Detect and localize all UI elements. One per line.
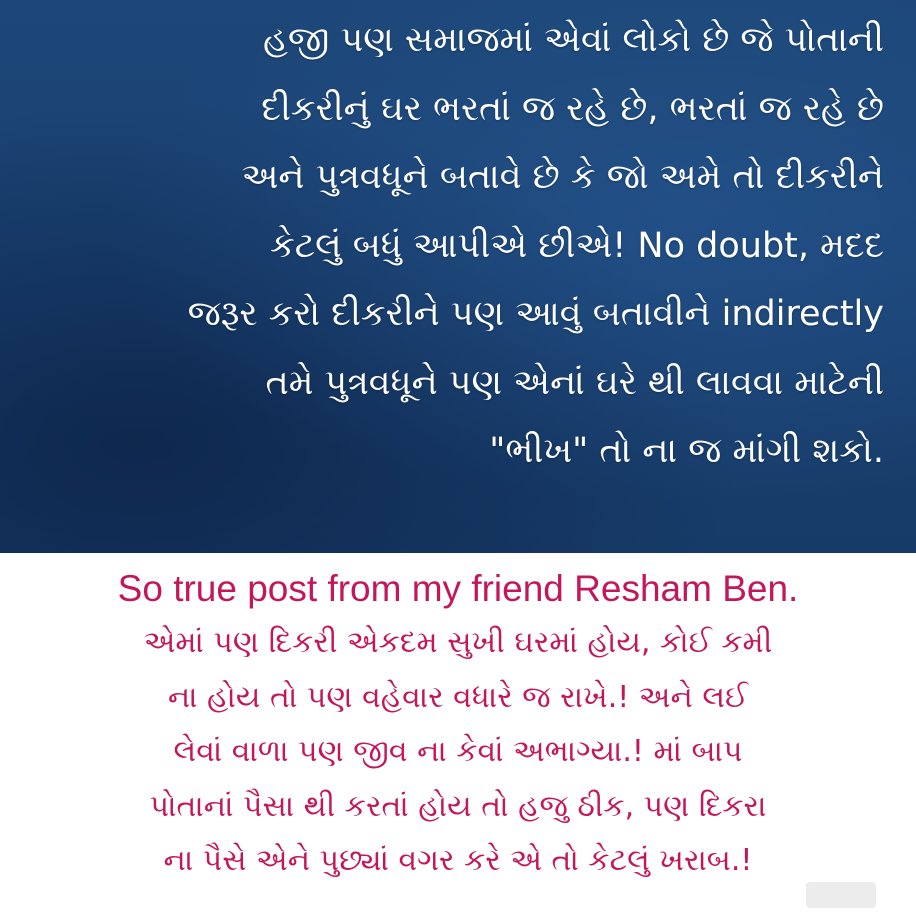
caption-line: એમાં પણ દિકરી એકદમ સુખી ઘરમાં હોય, કોઈ કમી	[143, 625, 773, 660]
quote-line: "ભીખ" તો ના જ માંગી શકો.	[489, 431, 884, 471]
quote-line: કેટલું બધું આપીએ છીએ! No doubt, મદદ	[270, 225, 884, 266]
caption	[0, 556, 916, 916]
quote-line: અને પુત્રવધૂને બતાવે છે કે જો અમે તો દીકરીને	[241, 157, 884, 197]
caption-line: ના હોય તો પણ વહેવાર વધારે જ રાખે.! અને લઈ	[167, 679, 749, 715]
caption-line: પોતાનાં પૈસા થી કરતાં હોય તો હજુ ઠીક, પણ દિકરા	[149, 788, 767, 824]
quote-line: તમે પુત્રવધૂને પણ એનાં ઘરે થી લાવવા માટેની	[265, 362, 884, 403]
caption-line: ના પૈસે એને પુછ્યાં વગર કરે એ તો કેટલું ખરાબ.!	[163, 843, 753, 878]
quote-text	[188, 6, 884, 486]
watermark	[806, 882, 876, 908]
quote-line: દીકરીનું ઘર ભરતાં જ રહે છે, ભરતાં જ રહે છે	[261, 88, 884, 129]
caption-title: So true post from my friend Resham Ben.	[117, 568, 799, 609]
quote-line: હજી પણ સમાજમાં એવાં લોકો છે જે પોતાની	[262, 20, 884, 60]
quote-line: જરૂર કરો દીકરીને પણ આવું બતાવીને indirectly	[187, 294, 884, 334]
caption-line: લેવાં વાળા પણ જીવ ના કેવાં અભાગ્યા.! માં બાપ	[173, 734, 743, 769]
